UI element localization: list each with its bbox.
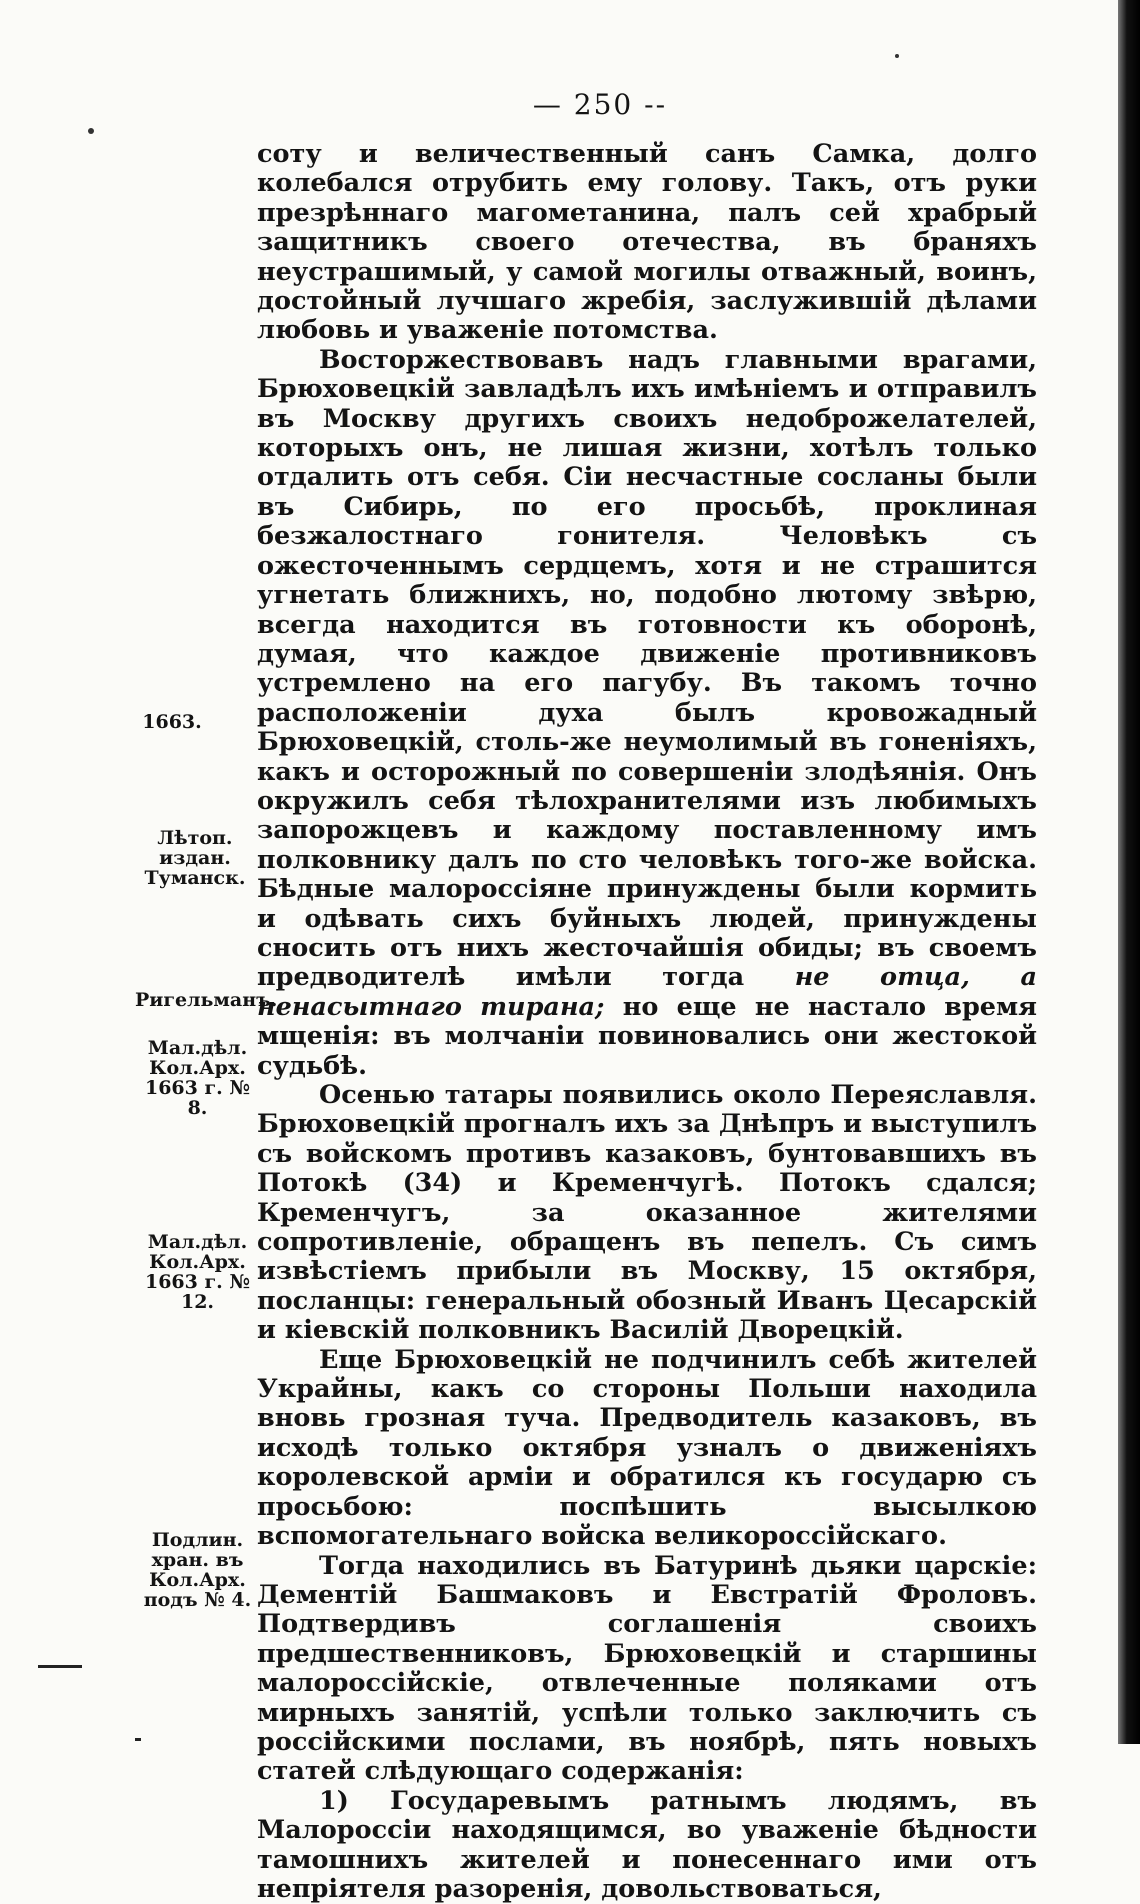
paragraph-text: но еще не настало время мщенія: въ молчаніи повиновались они жестокой судьбѣ. <box>257 991 1038 1081</box>
scan-speck <box>88 128 94 134</box>
margin-note-source: Ригельманъ. <box>135 989 278 1011</box>
scan-edge-shadow <box>1118 0 1140 1744</box>
margin-note-source: Лѣтоп. издан. Туманск. <box>144 827 246 889</box>
margin-note-year: 1663. <box>142 711 202 733</box>
paragraph <box>257 346 1037 1081</box>
margin-note-original: Подлин. хран. въ Кол.Арх. подъ № 4. <box>143 1529 252 1611</box>
margin-note-archive: Мал.дѣл. Кол.Арх. 1663 г. № 8. <box>144 1037 251 1119</box>
paragraph: соту и величественный санъ Самка, долго колебался отрубить ему голову. Такъ, отъ руки презрѣннаго магометанина, палъ сей храбрый защитникъ своего отечества, въ браняхъ неустрашимый, у самой могилы отважный, воинъ, достойный лучшаго жребія, заслужившій дѣлами любовь и уваженіе потомства. <box>257 139 1037 346</box>
italic-phrase: не отца, а ненасытнаго тирана; <box>257 962 1037 1022</box>
scan-mark <box>38 1665 82 1668</box>
paragraph: Осенью татары появились около Переяславля. Брюховецкій прогналъ ихъ за Днѣпръ и выступилъ съ войскомъ противъ казаковъ, бунтовавшихъ въ Потокѣ (34) и Кременчугѣ. Потокъ сдался; Кременчугъ, за оказанное жителями сопротивленіе, обращенъ въ пепелъ. Съ симъ извѣстіемъ прибыли въ Москву, 15 октября, посланцы: генеральный обозный Иванъ Цесарскій и кіевскій полковникъ Василій Дворецкій. <box>257 1080 1037 1346</box>
page-number: — 250 -- <box>532 88 668 121</box>
paragraph: 1) Государевымъ ратнымъ людямъ, въ Малороссіи находящимся, во уваженіе бѣдности тамошнихъ жителей и понесеннаго ими отъ непріятеля разоренія, довольствоваться, <box>257 1785 1037 1904</box>
paragraph-text: Восторжествовавъ надъ главными врагами, Брюховецкій завладѣлъ ихъ имѣніемъ и отправилъ въ Москву другихъ своихъ недоброжелателей, которыхъ онъ, не лишая жизни, хотѣлъ только отдалить отъ себя. Сіи несчастные сосланы были въ Сибирь, по его просьбѣ, проклиная безжалостнаго гонителя. Человѣкъ съ ожесточеннымъ сердцемъ, хотя и не страшится угнетать ближнихъ, но, подобно лютому звѣрю, всегда находится въ готовности къ оборонѣ, думая, что каждое движеніе противниковъ устремлено на его пагубу. Въ такомъ точно расположеніи духа былъ кровожадный Брюховецкій, столь-же неумолимый въ гоненіяхъ, какъ и осторожный по совершеніи злодѣянія. Онъ окружилъ себя тѣлохранителями изъ любимыхъ запорожцевъ и каждому поставленному имъ полковнику далъ по сто человѣкъ того-же войска. Бѣдные малороссіяне принуждены были кормить и одѣвать сихъ буйныхъ людей, принуждены сносить отъ нихъ жесточайшія обиды; въ своемъ предводителѣ имѣли тогда <box>257 344 1037 993</box>
main-text <box>257 140 1037 1904</box>
margin-note-archive: Мал.дѣл. Кол.Арх. 1663 г. № 12. <box>144 1231 251 1313</box>
scan-mark <box>135 1738 141 1741</box>
scan-speck <box>895 54 899 58</box>
paragraph: Еще Брюховецкій не подчинилъ себѣ жителей Украйны, какъ со стороны Польши находила вновь грозная туча. Предводитель казаковъ, въ исходѣ только октября узналъ о движеніяхъ королевской арміи и обратился къ государю съ просьбою: поспѣшить высылкою вспомогательнаго войска великороссійскаго. <box>257 1344 1037 1552</box>
paragraph: Тогда находились въ Батуринѣ дьяки царскіе: Дементій Башмаковъ и Евстратій Фроловъ. Подтвердивъ соглашенія своихъ предшественниковъ, Брюховецкій и старшины малороссійскіе, отвлеченные поляками отъ мирныхъ занятій, успѣли только заключить съ россійскими послами, въ ноябрѣ, пять новыхъ статей слѣдующаго содержанія: <box>257 1550 1037 1787</box>
